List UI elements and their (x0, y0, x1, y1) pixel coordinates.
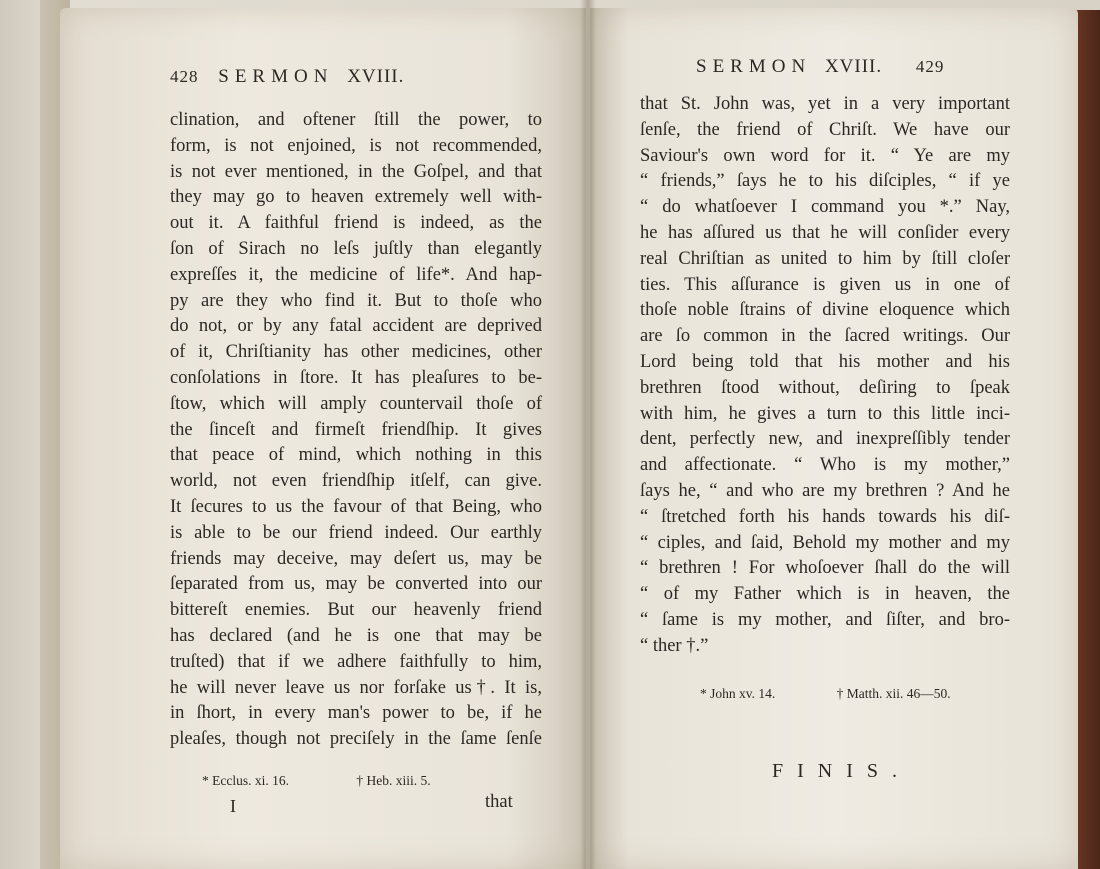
book-gutter (580, 0, 596, 869)
left-page (60, 8, 586, 869)
body-line: “ of my Father which is in heaven, the (640, 584, 1010, 605)
body-line: that St. John was, yet in a very important (640, 94, 1010, 114)
signature-mark: I (230, 796, 236, 816)
body-line: “ do whatſoever I command you *.” Nay, (640, 197, 1010, 218)
footnote: * John xv. 14. (700, 686, 776, 701)
footnote: † Heb. xiii. 5. (356, 773, 431, 788)
body-line: ties. This aſſurance is given us in one of (640, 274, 1010, 295)
body-line: he has aſſured us that he will conſider every (640, 222, 1010, 243)
body-line: dent, perfectly new, and inexpreſſibly tender (640, 429, 1010, 450)
body-line: “ brethren ! For whoſoever ſhall do the will (640, 558, 1010, 579)
body-line: and affectionate. “ Who is my mother,” (640, 455, 1010, 476)
body-line: py are they who find it. But to thoſe who (170, 290, 542, 311)
body-line: ſays he, “ and who are my brethren ? And he (640, 480, 1010, 501)
right-page-number: 429 (915, 57, 945, 76)
body-line: form, is not enjoined, is not recommended, (170, 135, 542, 156)
body-line: brethren ſtood without, deſiring to ſpeak (640, 377, 1010, 398)
left-page-body (170, 108, 542, 753)
finis-mark: FINIS. (772, 760, 912, 782)
body-line: friends may deceive, may deſert us, may be (170, 548, 542, 569)
left-footnotes (202, 773, 431, 789)
body-line: real Chriſtian as united to him by ſtill cloſer (640, 248, 1010, 269)
body-line: do not, or by any fatal accident are deprived (170, 316, 542, 337)
left-running-title: SERMON (218, 66, 334, 87)
body-line: ſenſe, the friend of Chriſt. We have our (640, 119, 1010, 140)
left-page-number: 428 (170, 67, 199, 86)
footnote: * Ecclus. xi. 16. (202, 773, 289, 788)
body-line: “ friends,” ſays he to his diſciples, “ if ye (640, 171, 1010, 192)
body-line: is able to be our friend indeed. Our earthly (170, 522, 542, 543)
body-line: Saviour's own word for it. “ Ye are my (640, 145, 1010, 166)
body-line: ſtow, which will amply countervail thoſe of (170, 393, 542, 414)
body-line: has declared (and he is one that may be (170, 625, 542, 646)
right-running-roman: XVIII. (824, 56, 883, 77)
body-line: “ ther †.” (640, 635, 709, 656)
body-line: are ſo common in the ſacred writings. Our (640, 326, 1010, 347)
body-line: is not ever mentioned, in the Goſpel, and that (170, 161, 542, 182)
body-line: with him, he gives a turn to this little inci- (640, 403, 1010, 424)
body-line: in ſhort, in every man's power to be, if he (170, 703, 542, 724)
body-line: out it. A faithful friend is indeed, as the (170, 213, 542, 234)
body-line: Lord being told that his mother and his (640, 351, 1010, 372)
body-line: thoſe noble ſtrains of divine eloquence which (640, 300, 1010, 321)
right-running-title: SERMON (696, 56, 812, 77)
body-line: ſon of Sirach no leſs juſtly than elegantly (170, 238, 542, 259)
body-line: clination, and oftener ſtill the power, to (170, 110, 542, 130)
body-line: conſolations in ſtore. It has pleaſures to be- (170, 367, 542, 388)
body-line: truſted) that if we adhere faithfully to him, (170, 651, 542, 672)
body-line: the ſinceſt and firmeſt friendſhip. It gives (170, 419, 542, 440)
body-line: that peace of mind, which nothing in this (170, 445, 542, 466)
body-line: they may go to heaven extremely well with- (170, 187, 542, 208)
body-line: pleaſes, though not preciſely in the ſame ſenſe (170, 729, 542, 750)
body-line: “ ſtretched forth his hands towards his diſ- (640, 506, 1010, 527)
body-line: bittereſt enemies. But our heavenly friend (170, 600, 542, 621)
catchword: that (485, 792, 513, 812)
right-page-header (696, 56, 944, 78)
body-line: ſeparated from us, may be converted into our (170, 574, 542, 595)
body-line: he will never leave us nor forſake us†. It is, (170, 677, 542, 698)
right-page (590, 8, 1078, 869)
footnote: † Matth. xii. 46—50. (836, 686, 951, 701)
right-footnotes (700, 686, 951, 702)
body-line: It ſecures to us the favour of that Being, who (170, 496, 542, 517)
left-running-roman: XVIII. (347, 66, 405, 87)
body-line: of it, Chriſtianity has other medicines, other (170, 342, 542, 363)
left-page-header (170, 66, 404, 88)
body-line: expreſſes it, the medicine of life*. And hap- (170, 264, 542, 285)
body-line: “ ſame is my mother, and ſiſter, and bro- (640, 609, 1010, 630)
right-page-body (640, 92, 1010, 660)
body-line: world, not even friendſhip itſelf, can give. (170, 471, 542, 492)
body-line: “ ciples, and ſaid, Behold my mother and my (640, 532, 1010, 553)
